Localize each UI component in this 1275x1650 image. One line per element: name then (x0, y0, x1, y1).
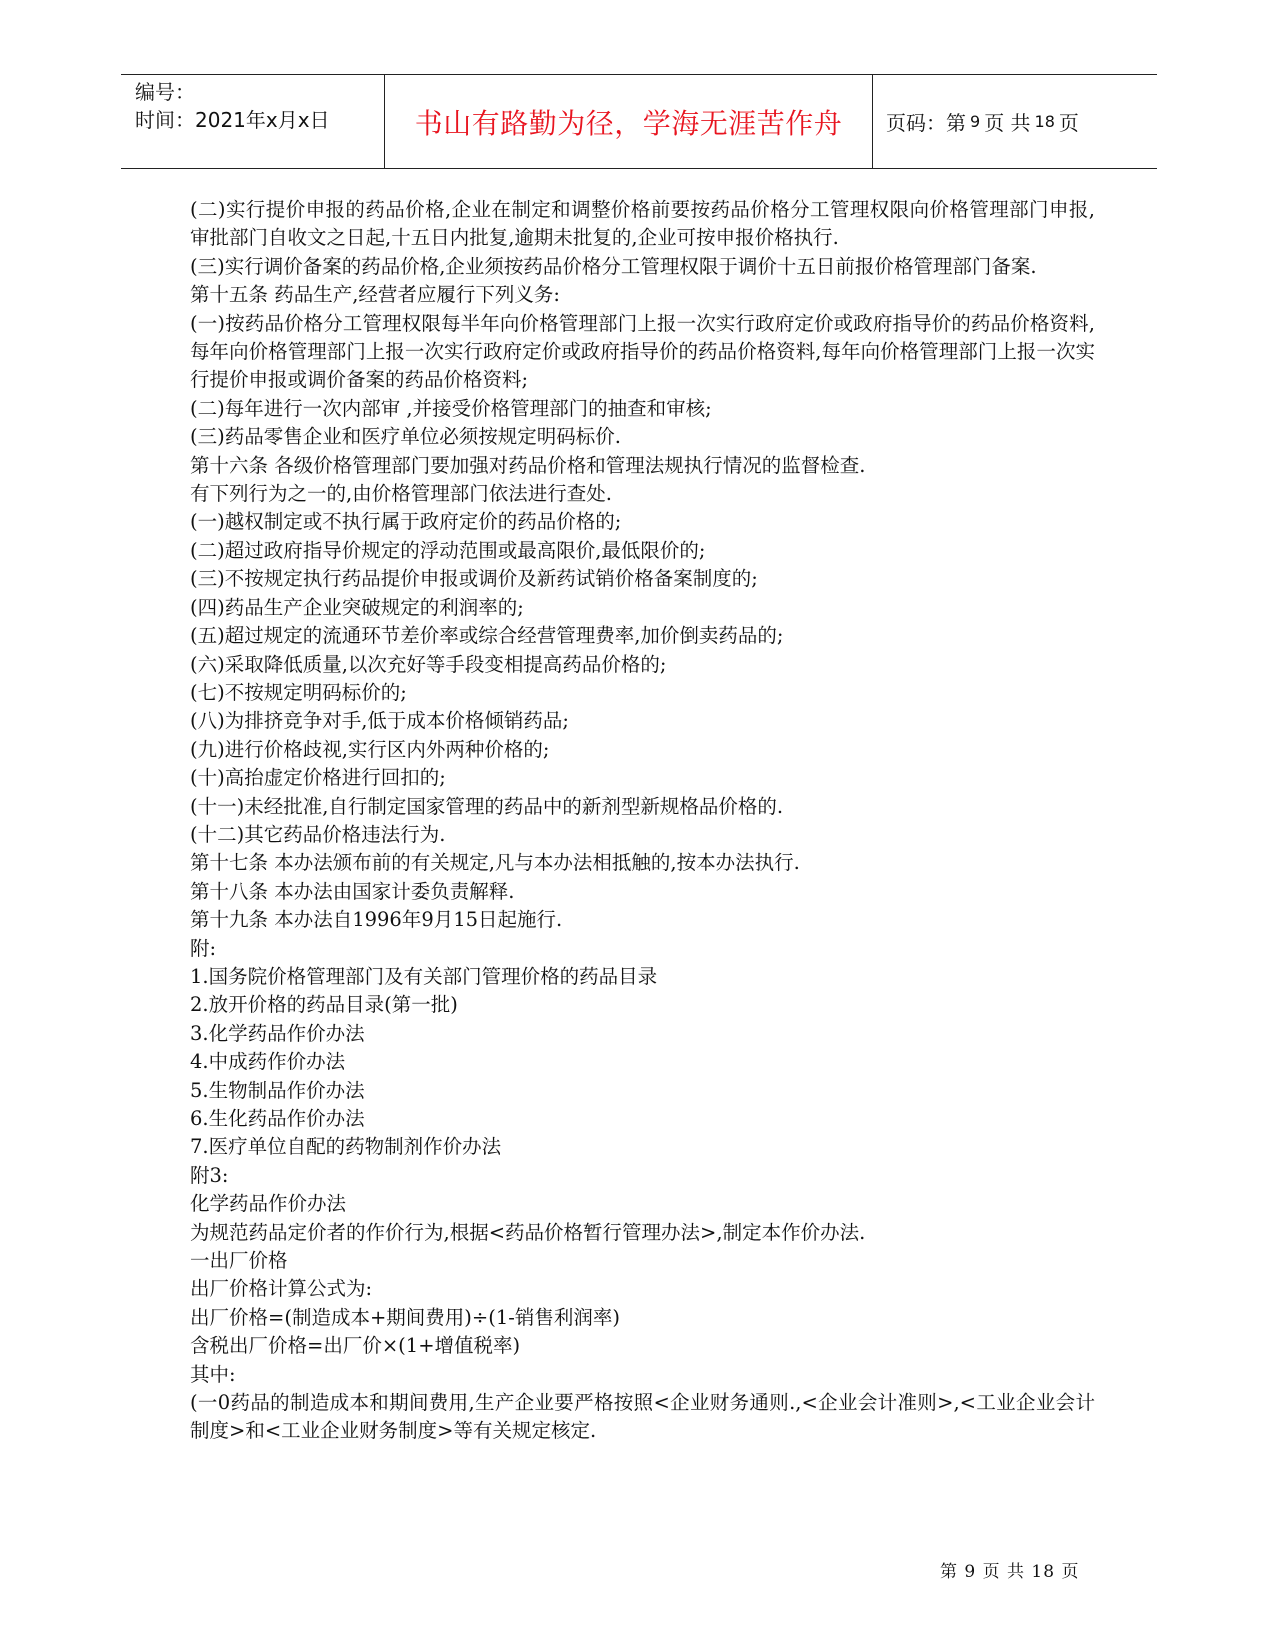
paragraph: (三)实行调价备案的药品价格,企业须按药品价格分工管理权限于调价十五日前报价格管理部门备案. (190, 254, 1037, 278)
paragraph: (五)超过规定的流通环节差价率或综合经营管理费率,加价倒卖药品的; (190, 624, 784, 648)
paragraph: 出厂价格=(制造成本+期间费用)÷(1-销售利润率) (190, 1305, 620, 1329)
paragraph: 6.生化药品作价办法 (190, 1107, 365, 1130)
paragraph: 有下列行为之一的,由价格管理部门依法进行查处. (190, 482, 612, 506)
paragraph: 出厂价格计算公式为: (190, 1277, 373, 1301)
paragraph: (七)不按规定明码标价的; (190, 680, 407, 704)
document-body (190, 196, 1095, 1446)
paragraph: 2.放开价格的药品目录(第一批) (190, 993, 458, 1017)
paragraph: (十一)未经批准,自行制定国家管理的药品中的新剂型新规格品价格的. (190, 794, 784, 818)
paragraph: 含税出厂价格=出厂价×(1+增值税率) (190, 1334, 521, 1358)
paragraph: 附3: (190, 1163, 229, 1187)
paragraph: 7.医疗单位自配的药物制剂作价办法 (190, 1135, 502, 1159)
paragraph: (九)进行价格歧视,实行区内外两种价格的; (190, 737, 550, 761)
paragraph: 其中: (190, 1362, 236, 1386)
document-number-label: 编号： (135, 80, 195, 104)
paragraph: 附: (190, 936, 217, 960)
paragraph: 第十八条 本办法由国家计委负责解释. (190, 879, 515, 903)
paragraph: (十)高抬虚定价格进行回扣的; (190, 766, 446, 790)
page-mid: 页 共 (984, 111, 1031, 135)
paragraph: 一出厂价格 (190, 1249, 288, 1273)
document-time: 时间：2021年x月x日 (135, 108, 330, 132)
paragraph: (一)按药品价格分工管理权限每半年向价格管理部门上报一次实行政府定价或政府指导价的药品价格资料,每年向价格管理部门上报一次实行政府定价或政府指导价的药品价格资料,每年向价格管理部门上报一次实行提价申报或调价备案的药品价格资料; (190, 311, 1095, 392)
paragraph: (四)药品生产企业突破规定的利润率的; (190, 595, 524, 619)
paragraph: (十二)其它药品价格违法行为. (190, 822, 446, 846)
paragraph: (三)不按规定执行药品提价申报或调价及新药试销价格备案制度的; (190, 567, 758, 591)
paragraph: (二)每年进行一次内部审 ,并接受价格管理部门的抽查和审核; (190, 396, 712, 420)
paragraph: 4.中成药作价办法 (190, 1050, 346, 1074)
header-motto: 书山有路勤为径，学海无涯苦作舟 (384, 75, 873, 168)
paragraph: 1.国务院价格管理部门及有关部门管理价格的药品目录 (190, 964, 658, 988)
paragraph: (六)采取降低质量,以次充好等手段变相提高药品价格的; (190, 652, 667, 676)
paragraph: 第十九条 本办法自1996年9月15日起施行. (190, 908, 563, 932)
header-page-indicator (873, 75, 1157, 168)
page-total: 18 (1034, 112, 1055, 131)
paragraph: 5.生物制品作价办法 (190, 1078, 365, 1102)
header-meta (121, 75, 384, 168)
page-suffix: 页 (1058, 111, 1079, 135)
page-current: 9 (970, 112, 981, 131)
paragraph: 3.化学药品作价办法 (190, 1021, 365, 1045)
paragraph: (一)越权制定或不执行属于政府定价的药品价格的; (190, 510, 622, 534)
page-footer: 第 9 页 共 18 页 (940, 1562, 1080, 1582)
paragraph: 为规范药品定价者的作价行为,根据<药品价格暂行管理办法>,制定本作价办法. (190, 1220, 866, 1244)
paragraph: (一0药品的制造成本和期间费用,生产企业要严格按照<企业财务通则.,<企业会计准则>,<工业企业会计制度>和<工业企业财务制度>等有关规定核定. (190, 1391, 1095, 1443)
paragraph: (二)实行提价申报的药品价格,企业在制定和调整价格前要按药品价格分工管理权限向价格管理部门申报,审批部门自收文之日起,十五日内批复,逾期未批复的,企业可按申报价格执行. (190, 198, 1095, 250)
paragraph: (二)超过政府指导价规定的浮动范围或最高限价,最低限价的; (190, 538, 706, 562)
paragraph: 第十五条 药品生产,经营者应履行下列义务: (190, 283, 560, 307)
paragraph: 第十六条 各级价格管理部门要加强对药品价格和管理法规执行情况的监督检查. (190, 453, 866, 477)
paragraph: (八)为排挤竞争对手,低于成本价格倾销药品; (190, 709, 569, 733)
page-prefix: 页码：第 (886, 111, 966, 135)
paragraph: 化学药品作价办法 (190, 1192, 347, 1216)
page-header (121, 74, 1157, 169)
paragraph: 第十七条 本办法颁布前的有关规定,凡与本办法相抵触的,按本办法执行. (190, 851, 800, 875)
paragraph: (三)药品零售企业和医疗单位必须按规定明码标价. (190, 425, 621, 449)
